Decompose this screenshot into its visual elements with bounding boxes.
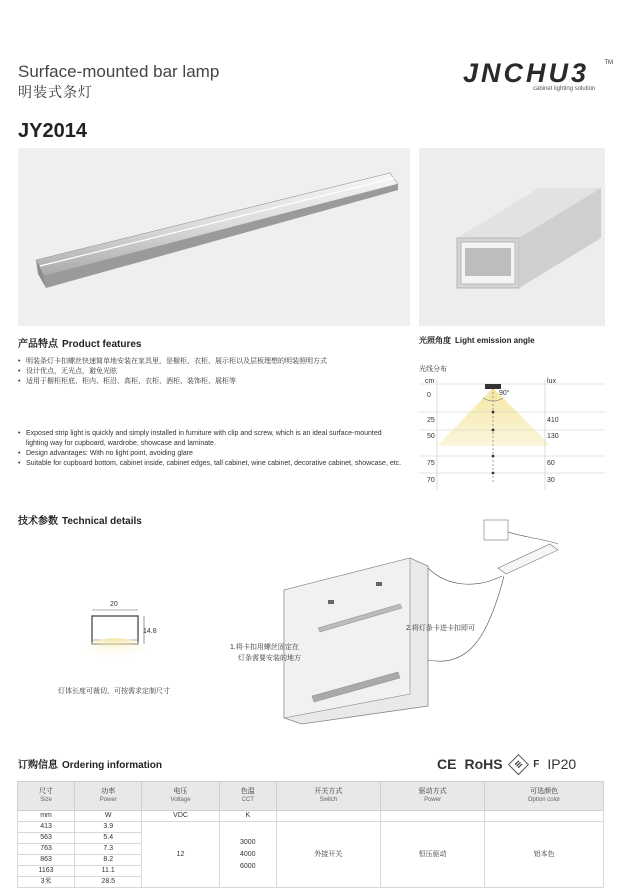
distance-label: 0 [427, 392, 431, 399]
list-item: • 设计优点，无光点，避免光眩 [18, 368, 117, 375]
trademark: TM [604, 60, 613, 66]
title-cn: 明装式条灯 [18, 85, 93, 101]
class-iii-mark: III [507, 754, 528, 775]
product-photo-bar [18, 148, 410, 326]
title-en: Surface-mounted bar lamp [18, 62, 220, 81]
header-power: 功率 Power [75, 782, 142, 811]
model-number: JY2014 [18, 120, 87, 142]
light-distribution-diagram [419, 372, 605, 490]
brand-tagline: cabinet lighting solution [533, 86, 596, 92]
lux-label: 30 [547, 477, 555, 484]
cut-note: 灯体长度可裁切，可按需求定制尺寸 [58, 688, 170, 695]
list-item: • Design advantages: With no light point, avoiding glare [18, 450, 193, 457]
lux-label: 130 [547, 433, 559, 440]
list-item: • Suitable for cupboard bottom, cabinet inside, cabinet edges, tall cabinet, wine cabinet, decorative cabinet, showcase, etc. [18, 460, 402, 467]
distance-label: 70 [427, 477, 435, 484]
profile-cross-section [80, 600, 170, 670]
ce-mark: CE [437, 756, 457, 772]
list-item: • Exposed strip light is quickly and simply installed in furniture with clip and screw, which is an ideal surface-mounted lighting way for cupboard, wardrobe, showcase and laminate. [18, 430, 382, 447]
header-voltage: 电压 Voltage [142, 782, 219, 811]
brand-logo [463, 58, 613, 98]
features-heading: 产品特点 Product features [18, 339, 142, 350]
unit-lux: lux [547, 378, 556, 385]
color-cell: 铝本色 [485, 822, 604, 888]
ordering-table [17, 781, 604, 888]
table-row: 763 7.3 [18, 844, 604, 855]
driver-cell: 恒压驱动 [381, 822, 485, 888]
switch-cell: 外接开关 [276, 822, 380, 888]
table-row: 3米 28.5 [18, 877, 604, 888]
cct-cell: 3000 4000 6000 [219, 822, 276, 888]
angle-heading: 光照角度 Light emission angle [419, 336, 535, 345]
table-row: 1163 11.1 [18, 866, 604, 877]
table-row: 563 5.4 [18, 833, 604, 844]
angle-subtitle: 光线分布 [419, 366, 447, 373]
features-en-list [18, 429, 403, 469]
header-switch: 开关方式 Switch [276, 782, 380, 811]
technical-heading: 技术参数 Technical details [18, 516, 142, 527]
distance-label: 50 [427, 433, 435, 440]
ip-rating: IP20 [547, 756, 577, 772]
brand-name: JNCHU3 [463, 58, 590, 88]
header-size: 尺寸 Size [18, 782, 75, 811]
header-cct: 色温 CCT [219, 782, 276, 811]
table-header-row [18, 782, 604, 811]
lux-label: 410 [547, 417, 559, 424]
width-dimension: 20 [110, 601, 118, 608]
header-color: 可选颜色 Option color [485, 782, 604, 811]
certifications [437, 752, 576, 776]
install-step-1-line2: 灯条需要安装的地方 [238, 655, 301, 662]
height-dimension: 14.8 [143, 628, 157, 635]
rohs-mark: RoHS [464, 756, 503, 772]
header-driver: 驱动方式 Power [381, 782, 485, 811]
installation-diagram [230, 518, 578, 728]
install-step-2: 2.将灯条卡进卡扣即可 [406, 625, 475, 632]
list-item: • 适用于橱柜柜底、柜内、柜沿、高柜、衣柜、酒柜、装饰柜、展柜等 [18, 378, 236, 385]
list-item: • 明装条灯卡扣螺丝快速简单地安装在家具里，是橱柜、衣柜、展示柜以及层板理想的明装照明方式 [18, 358, 327, 365]
distance-label: 25 [427, 417, 435, 424]
voltage-cell: 12 [142, 822, 219, 888]
table-row-units: mm W VDC K [18, 811, 604, 822]
table-row: 863 8.2 [18, 855, 604, 866]
product-photo-profile [419, 148, 605, 326]
f-mark: F [533, 758, 540, 770]
table-row: 413 3.9 12 3000 4000 6000 外接开关 恒压驱动 铝本色 [18, 822, 604, 833]
install-step-1-line1: 1.将卡扣用螺丝固定在 [230, 644, 299, 651]
unit-cm: cm [425, 378, 435, 385]
ordering-heading: 订购信息 Ordering information [18, 760, 162, 771]
lux-label: 60 [547, 460, 555, 467]
features-cn-list [18, 357, 403, 387]
beam-angle: 90° [499, 390, 510, 397]
distance-label: 75 [427, 460, 435, 467]
